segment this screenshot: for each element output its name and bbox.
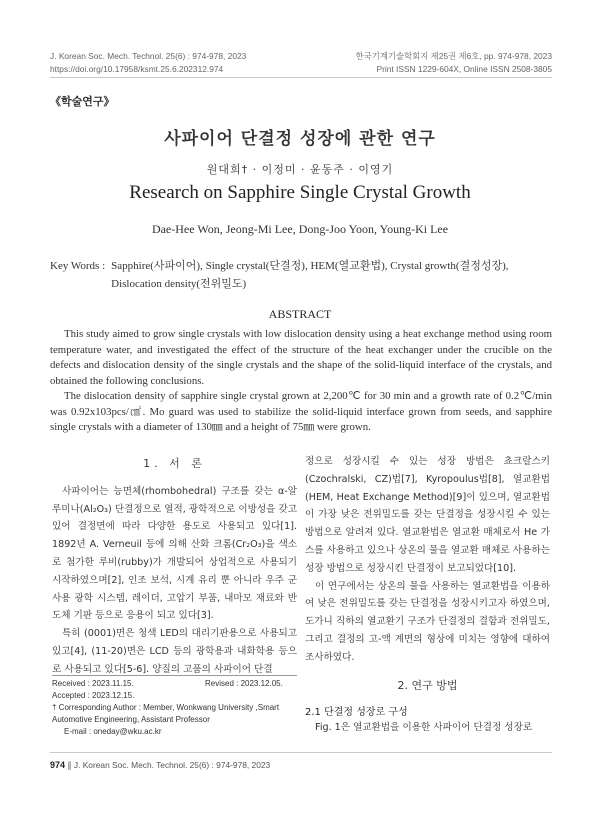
footnote-divider: [52, 675, 297, 676]
header-divider: [50, 77, 552, 78]
intro-paragraph-2: 특히 (0001)면은 청색 LED의 대리기판용으로 사용되고 있고[4], (11-20)면은 LCD 등의 광학용과 내화학용 등으로 사용되고 있다[5-6]. 양질의 고품의 사파이어 단결: [52, 628, 297, 675]
received-date: Received : 2023.11.15.: [52, 679, 134, 688]
abstract-heading: ABSTRACT: [268, 307, 332, 321]
subsection-heading: 2.1 단결정 성장로 구성: [305, 707, 408, 718]
corresponding-author: † Corresponding Author : Member, Wonkwang University ,Smart Automotive Engineering, Assistant Professor: [52, 703, 280, 724]
left-column: [52, 455, 297, 679]
intro-heading: 1. 서 론: [143, 457, 206, 470]
journal-header-right: [356, 50, 552, 76]
methods-paragraph: Fig. 1은 열교환법을 이용한 사파이어 단결정 성장로: [315, 722, 533, 733]
right-column: [305, 453, 550, 667]
intro-paragraph-1: 사파이어는 능면체(rhombohedral) 구조를 갖는 α-알루미나(Al₂O₃) 단결정으로 열적, 광학적으로 이방성을 갖고 있어 결정면에 따라 다양한 용도로 사용되고 있다[1]. 1892년 A. Verneuil 등에 의해 산화 크롬(Cr₂O₃)을 색소로 첨가한 루비(rubby)가 개발되어 상업적으로 사용되기 시작하였으며[2], 인조 보석, 시계 유리 뿐 아니라 우주 군사용 광학 시스템, 레이더, 고압기 부품, 내마모 재료와 반도체 기판 등으로 응용이 되고 있다[3].: [52, 485, 297, 622]
page-number: 974: [50, 760, 66, 770]
page-footer: [50, 760, 270, 770]
abstract-body: [50, 327, 552, 436]
footer-separator: ∥: [67, 760, 72, 770]
methods-heading: 2. 연구 방법: [397, 679, 458, 692]
author-email[interactable]: E-mail : oneday@wku.ac.kr: [64, 727, 162, 736]
abstract-paragraph-1: This study aimed to grow single crystals with low dislocation density using a heat exchange method using room temperature water, and investigated the effect of the structure of the heat exchanger under the crucible on the defects and dislocation density of the single crystals and the shape of the solid-liquid interface of the crystals, and obtained the following conclusions.: [50, 328, 552, 387]
right-paragraph-2: 이 연구에서는 상온의 물을 사용하는 열교환법을 이용하여 낮은 전위밀도를 갖는 단결정을 성장시키고자 하였으며, 도가니 직하의 열교환기 구조가 단결정의 결함과 전위밀도, 그리고 결정의 고-액 계면의 형상에 미치는 영향에 대하여 조사하였다.: [305, 580, 550, 663]
journal-citation: J. Korean Soc. Mech. Technol. 25(6) : 974-978, 2023: [50, 51, 247, 61]
keywords: [50, 257, 552, 293]
revised-date: Revised : 2023.12.05.: [205, 679, 283, 688]
journal-korean-citation: 한국기계기술학회지 제25권 제6호, pp. 974-978, 2023: [355, 51, 552, 61]
abstract-paragraph-2: The dislocation density of sapphire single crystal grown at 2,200℃ for 30 min and a growth rate of 0.2℃/min was 0.92x103pcs/㎠. Mo guard was used to stabilize the solid-liquid interface grown from seeds, and sapphire single crystals with a diameter of 130㎜ and a height of 75㎜ were grown.: [50, 390, 552, 433]
footer-citation: J. Korean Soc. Mech. Technol. 25(6) : 974-978, 2023: [73, 760, 271, 770]
journal-header-left: [50, 50, 246, 76]
accepted-date: Accepted : 2023.12.15.: [52, 691, 135, 700]
issn-info: Print ISSN 1229-604X, Online ISSN 2508-3805: [376, 64, 552, 74]
korean-title: 사파이어 단결정 성장에 관한 연구: [164, 129, 436, 149]
english-title: Research on Sapphire Single Crystal Growth: [129, 182, 471, 203]
korean-authors: 원대희† · 이정미 · 윤동주 · 이영기: [206, 163, 394, 176]
footer-divider: [50, 752, 552, 753]
right-paragraph-1: 정으로 성장시킬 수 있는 성장 방법은 쵸크랄스키(Czochralski, CZ)법[7], Kyropoulus법[8], 열교환법(HEM, Heat Exchange Method)[9]이 있으며, 열교환법이 가장 낮은 전위밀도를 갖는 단결정을 성장시킬 수 있는 방법으로 알려져 있다. 열교환법은 열교환 매체로서 He 가스를 사용하고 있으나 상온의 물을 열교환 매체로 사용하는 성장 방법으로 성장시킨 단결정이 보고되었다[10].: [305, 456, 550, 574]
keywords-text: Sapphire(사파이어), Single crystal(단결정), HEM(열교환법), Crystal growth(결정성장), Dislocation density(전위밀도): [111, 260, 509, 290]
doi-link[interactable]: https://doi.org/10.17958/ksmt.25.6.202312.974: [50, 64, 224, 74]
english-authors: Dae-Hee Won, Jeong-Mi Lee, Dong-Joo Yoon, Young-Ki Lee: [151, 222, 449, 236]
article-category: 《학술연구》: [50, 96, 115, 108]
keywords-label: Key Words :: [50, 260, 106, 272]
